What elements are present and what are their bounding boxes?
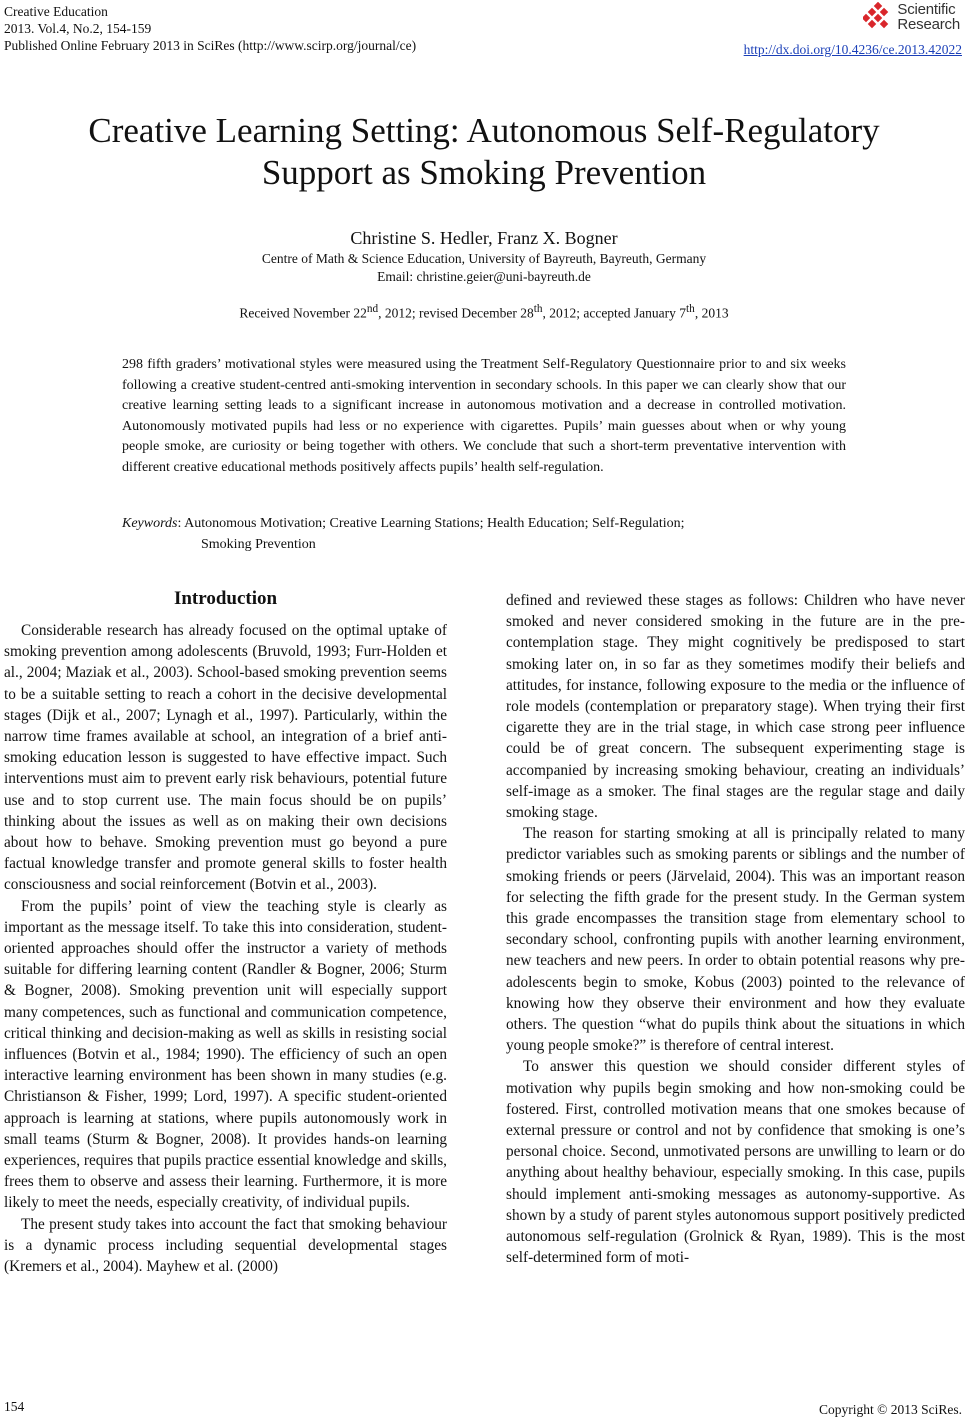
keywords-line1: : Autonomous Motivation; Creative Learning Stations; Health Education; Self-Regulation; bbox=[177, 516, 685, 531]
title-line2: Support as Smoking Prevention bbox=[261, 153, 707, 192]
received-date: Received November 22 bbox=[239, 305, 367, 321]
logo-text-line1: Scientific bbox=[897, 1, 956, 18]
revised-date: , 2012; revised December 28 bbox=[378, 305, 534, 321]
revised-suffix: th bbox=[533, 303, 543, 315]
authors: Christine S. Hedler, Franz X. Bogner bbox=[350, 228, 618, 248]
email: Email: christine.geier@uni-bayreuth.de bbox=[377, 269, 591, 284]
body-paragraph: The reason for starting smoking at all is principally related to many predictor variables such as smoking parents or siblings and the number of smoking friends or peers (Järvelaid, 2004). This was an important reason for selecting the fifth grade for the present study. In the German system this grade encompasses the transition stage from elementary school to secondary school, confronting pupils with another learning environment, new teachers and new peers. In order to obtain potential reasons why pre-adolescents begin to smoke, Kobus (2003) pointed to the relevance of knowing how they observe their environment and how they evaluate others. The question “what do pupils think about the situations in which young people smoke?” is therefore of central interest. bbox=[506, 825, 965, 1055]
page-number: 154 bbox=[4, 1399, 25, 1414]
affiliation: Centre of Math & Science Education, University of Bayreuth, Bayreuth, Germany bbox=[261, 251, 707, 266]
title-line1: Creative Learning Setting: Autonomous Self-Regulatory bbox=[88, 111, 880, 150]
keywords-label: Keywords bbox=[122, 516, 178, 531]
scientific-research-logo bbox=[863, 2, 960, 32]
journal-header bbox=[4, 3, 416, 54]
journal-name: Creative Education bbox=[4, 4, 108, 19]
accepted-year: , 2013 bbox=[694, 305, 729, 321]
logo-text-line2: Research bbox=[897, 16, 960, 33]
affiliation-block bbox=[0, 250, 968, 286]
body-paragraph: From the pupils’ point of view the teaching style is clearly as important as the message itself. To take this into consideration, student-oriented approaches should offer the instructor a variety of methods suitable for differing learning content (Randler & Bogner, 2006; Sturm & Bogner, 2008). Smoking prevention unit will especially support many competences, such as functional and communication competence, critical thinking and decision-making as well as skills in resisting social influences (Botvin et al., 1984; 1990). The efficiency of such an open interactive learning environment has been shown in many studies (e.g. Christianson & Fisher, 1999; Lord, 1997). A specific student-oriented approach is learning at stations, where pupils autonomously work in small teams (Sturm & Bogner, 2008). It provides hands-on learning experiences, requires that pupils practice essential knowledge and skills, frees them to observe and assess their learning. Furthermore, it is more likely to meet the needs, especially creativity, of individual pupils. bbox=[4, 897, 447, 1212]
doi-link[interactable]: http://dx.doi.org/10.4236/ce.2013.42022 bbox=[743, 42, 962, 57]
right-column bbox=[506, 590, 965, 1269]
body-paragraph: To answer this question we should consider different styles of motivation why pupils begin smoking and how non-smoking could be fostered. First, controlled motivation means that one smokes because of external pressure or control and not by confidence that smoking is one’s personal choice. Second, unmotivated persons are unwilling to learn or do anything about healthy behaviour, especially smoking. In this case, pupils should implement anti-smoking messages as autonomy-supportive. As shown by a study of parent styles autonomous support positively predicted autonomous self-regulation (Grolnick & Ryan, 1989). This is the most self-determined form of moti- bbox=[506, 1058, 965, 1267]
body-paragraph: defined and reviewed these stages as follows: Children who have never smoked and never considered smoking in the future are in the pre-contemplation stage. They might cognitively be predisposed to start smoking later on, in so far as they sometimes modify their beliefs and attitudes, for instance, following exposure to the media or the influence of role models (contemplation or preparatory stage). When trying their first cigarette they are in the trial stage, in which case strong peer influence could be of great concern. The subsequent experimenting stage is accompanied by increasing smoking behaviour, creating an individuals’ self-image as a smoker. The final stages are the regular stage and daily smoking stage. bbox=[506, 592, 965, 822]
accepted-suffix: th bbox=[686, 303, 695, 315]
received-dates bbox=[0, 303, 968, 322]
logo-diamonds-icon bbox=[863, 2, 893, 32]
left-column bbox=[4, 584, 447, 1277]
abstract: 298 fifth graders’ motivational styles were measured using the Treatment Self-Regulatory Questionnaire prior to and six weeks following a creative student-centred anti-smoking intervention in secondary schools. In this paper we can clearly show that our creative learning setting leads to a significant increase in autonomous motivation and a decrease in controlled motivation. Autonomously motivated pupils had less or no experience with cigarettes. Pupils’ main guesses about when or why young people smoke, are curiosity or being together with others. We conclude that such a short-term preventative intervention with different creative educational methods positively affects pupils’ health self-regulation. bbox=[122, 357, 846, 475]
journal-volume: 2013. Vol.4, No.2, 154-159 bbox=[4, 21, 152, 36]
paper-title bbox=[40, 110, 928, 194]
publication-note: Published Online February 2013 in SciRes (http://www.scirp.org/journal/ce) bbox=[4, 38, 417, 53]
body-paragraph: The present study takes into account the fact that smoking behaviour is a dynamic process including sequential developmental stages (Kremers et al., 2004). Mayhew et al. (2000) bbox=[4, 1215, 447, 1276]
section-heading-introduction: Introduction bbox=[173, 588, 278, 609]
keywords bbox=[122, 513, 846, 555]
received-suffix: nd bbox=[366, 303, 379, 315]
body-paragraph: Considerable research has already focused on the optimal uptake of smoking prevention among adolescents (Bruvold, 1993; Furr-Holden et al., 2004; Maziak et al., 2003). School-based smoking prevention seems to be a suitable setting to reach a cohort in the decisive developmental stages (Dijk et al., 2007; Lynagh et al., 1997). Particularly, within the narrow time frames available at school, an integration of a brief anti-smoking education lesson is suggested to have effective impact. Such interventions must aim to prevent early risk behaviours, potential future use and to stop current use. The main focus should be on pupils’ thinking about the issues as well as on making their own decisions about how to behave. Smoking prevention must go beyond a pure factual knowledge transfer and promote general skills to foster health consciousness and social reinforcement (Botvin et al., 2003). bbox=[4, 622, 447, 894]
accepted-date: , 2012; accepted January 7 bbox=[542, 305, 687, 321]
copyright: Copyright © 2013 SciRes. bbox=[818, 1402, 962, 1417]
keywords-line2: Smoking Prevention bbox=[201, 537, 316, 552]
